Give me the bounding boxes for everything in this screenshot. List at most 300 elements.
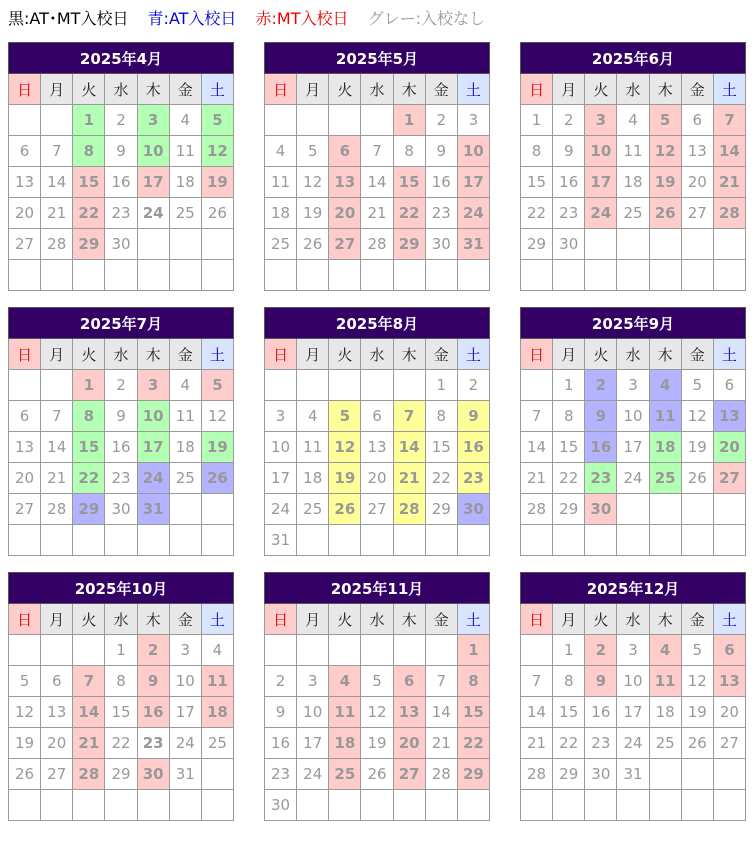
day-cell bbox=[41, 370, 73, 401]
day-cell: 14 bbox=[425, 697, 457, 728]
day-cell: 23 bbox=[457, 463, 489, 494]
day-cell: 26 bbox=[681, 463, 713, 494]
day-cell bbox=[649, 494, 681, 525]
day-cell: 12 bbox=[681, 401, 713, 432]
day-cell: 6 bbox=[329, 136, 361, 167]
day-cell: 31 bbox=[169, 759, 201, 790]
week-row bbox=[521, 635, 746, 666]
week-row bbox=[9, 370, 234, 401]
week-row bbox=[9, 198, 234, 229]
day-cell bbox=[617, 260, 649, 291]
day-cell: 23 bbox=[585, 728, 617, 759]
week-row bbox=[265, 697, 490, 728]
day-cell: 13 bbox=[9, 432, 41, 463]
day-cell: 25 bbox=[649, 728, 681, 759]
week-row bbox=[265, 370, 490, 401]
weekday-header: 水 bbox=[617, 604, 649, 635]
day-cell: 15 bbox=[425, 432, 457, 463]
day-cell bbox=[297, 790, 329, 821]
day-cell: 1 bbox=[73, 105, 105, 136]
day-cell: 5 bbox=[201, 105, 233, 136]
weekday-header: 金 bbox=[681, 604, 713, 635]
month-calendar bbox=[520, 42, 746, 291]
day-cell: 18 bbox=[201, 697, 233, 728]
day-cell: 30 bbox=[105, 229, 137, 260]
day-cell: 29 bbox=[457, 759, 489, 790]
day-cell: 10 bbox=[617, 666, 649, 697]
weekday-header: 月 bbox=[553, 339, 585, 370]
month-title: 2025年6月 bbox=[521, 43, 746, 74]
day-cell: 21 bbox=[361, 198, 393, 229]
week-row bbox=[9, 229, 234, 260]
day-cell: 4 bbox=[265, 136, 297, 167]
month-title: 2025年7月 bbox=[9, 308, 234, 339]
day-cell: 10 bbox=[617, 401, 649, 432]
day-cell: 11 bbox=[297, 432, 329, 463]
day-cell bbox=[73, 790, 105, 821]
day-cell: 7 bbox=[521, 666, 553, 697]
day-cell: 23 bbox=[585, 463, 617, 494]
week-row bbox=[521, 198, 746, 229]
day-cell: 19 bbox=[329, 463, 361, 494]
day-cell: 4 bbox=[617, 105, 649, 136]
day-cell bbox=[41, 635, 73, 666]
week-row bbox=[521, 728, 746, 759]
day-cell bbox=[169, 229, 201, 260]
day-cell: 29 bbox=[553, 759, 585, 790]
day-cell bbox=[41, 790, 73, 821]
day-cell: 14 bbox=[521, 432, 553, 463]
day-cell: 30 bbox=[585, 759, 617, 790]
week-row bbox=[521, 494, 746, 525]
month-title: 2025年11月 bbox=[265, 573, 490, 604]
day-cell bbox=[361, 790, 393, 821]
weekday-header: 日 bbox=[265, 74, 297, 105]
weekday-header: 日 bbox=[9, 339, 41, 370]
week-row bbox=[521, 229, 746, 260]
day-cell bbox=[425, 525, 457, 556]
day-cell bbox=[105, 790, 137, 821]
day-cell: 21 bbox=[521, 728, 553, 759]
day-cell: 29 bbox=[425, 494, 457, 525]
day-cell: 21 bbox=[521, 463, 553, 494]
day-cell: 31 bbox=[457, 229, 489, 260]
weekday-header: 金 bbox=[425, 74, 457, 105]
day-cell bbox=[137, 260, 169, 291]
day-cell: 12 bbox=[9, 697, 41, 728]
day-cell bbox=[265, 260, 297, 291]
day-cell: 1 bbox=[553, 370, 585, 401]
day-cell bbox=[297, 370, 329, 401]
day-cell: 26 bbox=[649, 198, 681, 229]
week-row bbox=[9, 432, 234, 463]
weekday-header: 木 bbox=[649, 74, 681, 105]
week-row bbox=[265, 401, 490, 432]
day-cell bbox=[137, 525, 169, 556]
day-cell: 26 bbox=[297, 229, 329, 260]
day-cell bbox=[713, 229, 745, 260]
day-cell: 22 bbox=[425, 463, 457, 494]
day-cell: 5 bbox=[201, 370, 233, 401]
weekday-header: 水 bbox=[361, 604, 393, 635]
day-cell bbox=[457, 260, 489, 291]
day-cell bbox=[649, 790, 681, 821]
day-cell: 16 bbox=[457, 432, 489, 463]
weekday-header: 月 bbox=[41, 74, 73, 105]
day-cell bbox=[457, 525, 489, 556]
day-cell bbox=[41, 525, 73, 556]
day-cell bbox=[169, 790, 201, 821]
week-row bbox=[9, 759, 234, 790]
day-cell bbox=[681, 790, 713, 821]
day-cell bbox=[585, 790, 617, 821]
weekday-header: 月 bbox=[41, 339, 73, 370]
day-cell: 17 bbox=[585, 167, 617, 198]
week-row bbox=[265, 198, 490, 229]
month-calendar bbox=[8, 572, 234, 821]
day-cell bbox=[713, 494, 745, 525]
day-cell bbox=[73, 635, 105, 666]
day-cell: 18 bbox=[169, 432, 201, 463]
day-cell bbox=[201, 525, 233, 556]
day-cell: 16 bbox=[425, 167, 457, 198]
day-cell bbox=[521, 370, 553, 401]
day-cell: 24 bbox=[169, 728, 201, 759]
day-cell: 1 bbox=[105, 635, 137, 666]
day-cell: 20 bbox=[329, 198, 361, 229]
weekday-header: 火 bbox=[585, 604, 617, 635]
week-row bbox=[9, 666, 234, 697]
day-cell: 8 bbox=[553, 666, 585, 697]
week-row bbox=[521, 463, 746, 494]
day-cell: 21 bbox=[425, 728, 457, 759]
day-cell: 20 bbox=[713, 432, 745, 463]
day-cell: 5 bbox=[297, 136, 329, 167]
day-cell: 22 bbox=[105, 728, 137, 759]
day-cell: 4 bbox=[649, 635, 681, 666]
day-cell bbox=[297, 635, 329, 666]
day-cell bbox=[585, 525, 617, 556]
day-cell bbox=[425, 260, 457, 291]
day-cell: 8 bbox=[457, 666, 489, 697]
week-row bbox=[521, 105, 746, 136]
weekday-header: 月 bbox=[553, 74, 585, 105]
day-cell: 28 bbox=[73, 759, 105, 790]
day-cell: 15 bbox=[105, 697, 137, 728]
day-cell: 12 bbox=[297, 167, 329, 198]
day-cell: 15 bbox=[393, 167, 425, 198]
weekday-header: 日 bbox=[9, 74, 41, 105]
day-cell: 24 bbox=[617, 463, 649, 494]
day-cell bbox=[329, 525, 361, 556]
day-cell bbox=[681, 525, 713, 556]
weekday-header: 火 bbox=[73, 604, 105, 635]
day-cell: 18 bbox=[649, 432, 681, 463]
day-cell: 13 bbox=[681, 136, 713, 167]
day-cell bbox=[649, 229, 681, 260]
day-cell: 12 bbox=[201, 136, 233, 167]
day-cell: 10 bbox=[169, 666, 201, 697]
day-cell bbox=[105, 525, 137, 556]
weekday-header: 土 bbox=[457, 74, 489, 105]
day-cell: 13 bbox=[393, 697, 425, 728]
day-cell: 31 bbox=[137, 494, 169, 525]
day-cell: 9 bbox=[553, 136, 585, 167]
day-cell: 26 bbox=[201, 463, 233, 494]
day-cell: 11 bbox=[649, 666, 681, 697]
weekday-header: 金 bbox=[169, 339, 201, 370]
day-cell: 13 bbox=[713, 666, 745, 697]
day-cell: 10 bbox=[137, 401, 169, 432]
day-cell bbox=[521, 260, 553, 291]
day-cell: 20 bbox=[9, 463, 41, 494]
weekday-header: 金 bbox=[169, 604, 201, 635]
day-cell: 9 bbox=[425, 136, 457, 167]
weekday-header: 日 bbox=[265, 339, 297, 370]
day-cell: 27 bbox=[393, 759, 425, 790]
week-row bbox=[265, 229, 490, 260]
day-cell: 3 bbox=[137, 370, 169, 401]
day-cell bbox=[9, 105, 41, 136]
month-calendar bbox=[8, 42, 234, 291]
weekday-header: 水 bbox=[105, 74, 137, 105]
day-cell: 5 bbox=[329, 401, 361, 432]
day-cell: 24 bbox=[265, 494, 297, 525]
week-row bbox=[265, 167, 490, 198]
day-cell: 19 bbox=[681, 432, 713, 463]
day-cell: 14 bbox=[41, 167, 73, 198]
day-cell bbox=[201, 790, 233, 821]
week-row bbox=[265, 728, 490, 759]
day-cell: 19 bbox=[297, 198, 329, 229]
day-cell: 22 bbox=[73, 463, 105, 494]
day-cell bbox=[457, 790, 489, 821]
day-cell: 3 bbox=[585, 105, 617, 136]
day-cell: 30 bbox=[553, 229, 585, 260]
day-cell: 28 bbox=[361, 229, 393, 260]
day-cell: 22 bbox=[393, 198, 425, 229]
day-cell: 26 bbox=[681, 728, 713, 759]
day-cell: 25 bbox=[265, 229, 297, 260]
day-cell: 14 bbox=[713, 136, 745, 167]
week-row bbox=[9, 260, 234, 291]
weekday-header: 木 bbox=[137, 339, 169, 370]
weekday-header: 月 bbox=[41, 604, 73, 635]
day-cell bbox=[617, 790, 649, 821]
day-cell bbox=[393, 525, 425, 556]
week-row bbox=[521, 759, 746, 790]
day-cell: 12 bbox=[329, 432, 361, 463]
day-cell: 14 bbox=[393, 432, 425, 463]
day-cell: 28 bbox=[41, 494, 73, 525]
week-row bbox=[265, 525, 490, 556]
day-cell: 27 bbox=[713, 463, 745, 494]
day-cell bbox=[201, 759, 233, 790]
day-cell bbox=[361, 260, 393, 291]
day-cell: 2 bbox=[553, 105, 585, 136]
day-cell: 20 bbox=[361, 463, 393, 494]
day-cell: 28 bbox=[41, 229, 73, 260]
day-cell bbox=[297, 260, 329, 291]
day-cell bbox=[393, 790, 425, 821]
day-cell: 30 bbox=[425, 229, 457, 260]
day-cell: 3 bbox=[617, 370, 649, 401]
month-calendar bbox=[264, 42, 490, 291]
day-cell: 23 bbox=[105, 198, 137, 229]
week-row bbox=[521, 697, 746, 728]
day-cell: 27 bbox=[329, 229, 361, 260]
day-cell: 18 bbox=[649, 697, 681, 728]
day-cell: 23 bbox=[137, 728, 169, 759]
day-cell: 7 bbox=[425, 666, 457, 697]
month-title: 2025年12月 bbox=[521, 573, 746, 604]
weekday-header: 月 bbox=[297, 339, 329, 370]
day-cell bbox=[297, 105, 329, 136]
day-cell: 23 bbox=[265, 759, 297, 790]
day-cell: 25 bbox=[169, 198, 201, 229]
week-row bbox=[265, 260, 490, 291]
day-cell: 7 bbox=[73, 666, 105, 697]
day-cell: 2 bbox=[457, 370, 489, 401]
weekday-header: 日 bbox=[521, 74, 553, 105]
weekday-header: 水 bbox=[361, 74, 393, 105]
day-cell bbox=[553, 260, 585, 291]
day-cell: 17 bbox=[137, 432, 169, 463]
day-cell: 13 bbox=[361, 432, 393, 463]
day-cell bbox=[41, 260, 73, 291]
day-cell bbox=[713, 525, 745, 556]
day-cell bbox=[137, 229, 169, 260]
day-cell: 20 bbox=[713, 697, 745, 728]
day-cell bbox=[169, 494, 201, 525]
weekday-header: 木 bbox=[393, 339, 425, 370]
day-cell: 29 bbox=[105, 759, 137, 790]
day-cell bbox=[9, 790, 41, 821]
day-cell bbox=[201, 229, 233, 260]
day-cell: 19 bbox=[201, 432, 233, 463]
week-row bbox=[9, 790, 234, 821]
day-cell: 28 bbox=[425, 759, 457, 790]
day-cell: 12 bbox=[361, 697, 393, 728]
day-cell: 28 bbox=[713, 198, 745, 229]
day-cell: 7 bbox=[521, 401, 553, 432]
day-cell: 30 bbox=[105, 494, 137, 525]
week-row bbox=[265, 105, 490, 136]
day-cell bbox=[617, 525, 649, 556]
day-cell: 8 bbox=[105, 666, 137, 697]
day-cell: 17 bbox=[137, 167, 169, 198]
day-cell: 4 bbox=[201, 635, 233, 666]
month-title: 2025年5月 bbox=[265, 43, 490, 74]
day-cell: 1 bbox=[457, 635, 489, 666]
day-cell: 22 bbox=[521, 198, 553, 229]
day-cell bbox=[521, 790, 553, 821]
legend bbox=[8, 6, 499, 29]
day-cell: 27 bbox=[9, 494, 41, 525]
day-cell: 11 bbox=[169, 136, 201, 167]
week-row bbox=[265, 666, 490, 697]
day-cell: 4 bbox=[169, 105, 201, 136]
day-cell bbox=[329, 370, 361, 401]
day-cell bbox=[585, 229, 617, 260]
day-cell: 12 bbox=[201, 401, 233, 432]
month-title: 2025年10月 bbox=[9, 573, 234, 604]
week-row bbox=[9, 635, 234, 666]
week-row bbox=[9, 105, 234, 136]
weekday-header: 木 bbox=[393, 604, 425, 635]
day-cell: 2 bbox=[105, 105, 137, 136]
day-cell: 27 bbox=[9, 229, 41, 260]
day-cell: 17 bbox=[457, 167, 489, 198]
weekday-header: 日 bbox=[521, 339, 553, 370]
day-cell: 8 bbox=[521, 136, 553, 167]
day-cell: 11 bbox=[617, 136, 649, 167]
day-cell: 9 bbox=[265, 697, 297, 728]
weekday-header: 土 bbox=[457, 339, 489, 370]
day-cell: 6 bbox=[681, 105, 713, 136]
day-cell: 8 bbox=[425, 401, 457, 432]
day-cell bbox=[265, 370, 297, 401]
day-cell: 8 bbox=[393, 136, 425, 167]
day-cell: 18 bbox=[297, 463, 329, 494]
weekday-header: 月 bbox=[297, 74, 329, 105]
day-cell: 4 bbox=[329, 666, 361, 697]
day-cell: 3 bbox=[617, 635, 649, 666]
day-cell: 15 bbox=[553, 697, 585, 728]
week-row bbox=[265, 432, 490, 463]
day-cell: 10 bbox=[457, 136, 489, 167]
weekday-header: 木 bbox=[137, 74, 169, 105]
week-row bbox=[521, 525, 746, 556]
week-row bbox=[265, 790, 490, 821]
day-cell: 13 bbox=[41, 697, 73, 728]
day-cell: 18 bbox=[617, 167, 649, 198]
day-cell: 8 bbox=[73, 136, 105, 167]
day-cell bbox=[393, 370, 425, 401]
day-cell: 8 bbox=[553, 401, 585, 432]
day-cell: 27 bbox=[361, 494, 393, 525]
day-cell: 15 bbox=[457, 697, 489, 728]
day-cell bbox=[265, 635, 297, 666]
weekday-header: 金 bbox=[169, 74, 201, 105]
day-cell: 21 bbox=[73, 728, 105, 759]
day-cell: 5 bbox=[681, 635, 713, 666]
day-cell: 19 bbox=[649, 167, 681, 198]
day-cell: 27 bbox=[41, 759, 73, 790]
week-row bbox=[265, 463, 490, 494]
weekday-header: 土 bbox=[457, 604, 489, 635]
week-row bbox=[265, 635, 490, 666]
day-cell: 10 bbox=[137, 136, 169, 167]
weekday-header: 木 bbox=[137, 604, 169, 635]
day-cell: 11 bbox=[201, 666, 233, 697]
day-cell: 9 bbox=[585, 666, 617, 697]
legend-gray: グレー:入校なし bbox=[367, 9, 485, 28]
day-cell bbox=[9, 370, 41, 401]
day-cell: 26 bbox=[329, 494, 361, 525]
day-cell: 2 bbox=[137, 635, 169, 666]
day-cell: 2 bbox=[105, 370, 137, 401]
day-cell: 11 bbox=[649, 401, 681, 432]
weekday-header: 土 bbox=[713, 604, 745, 635]
day-cell: 30 bbox=[137, 759, 169, 790]
day-cell: 13 bbox=[9, 167, 41, 198]
day-cell: 22 bbox=[553, 463, 585, 494]
week-row bbox=[265, 759, 490, 790]
day-cell bbox=[713, 790, 745, 821]
day-cell: 18 bbox=[329, 728, 361, 759]
day-cell: 9 bbox=[105, 401, 137, 432]
